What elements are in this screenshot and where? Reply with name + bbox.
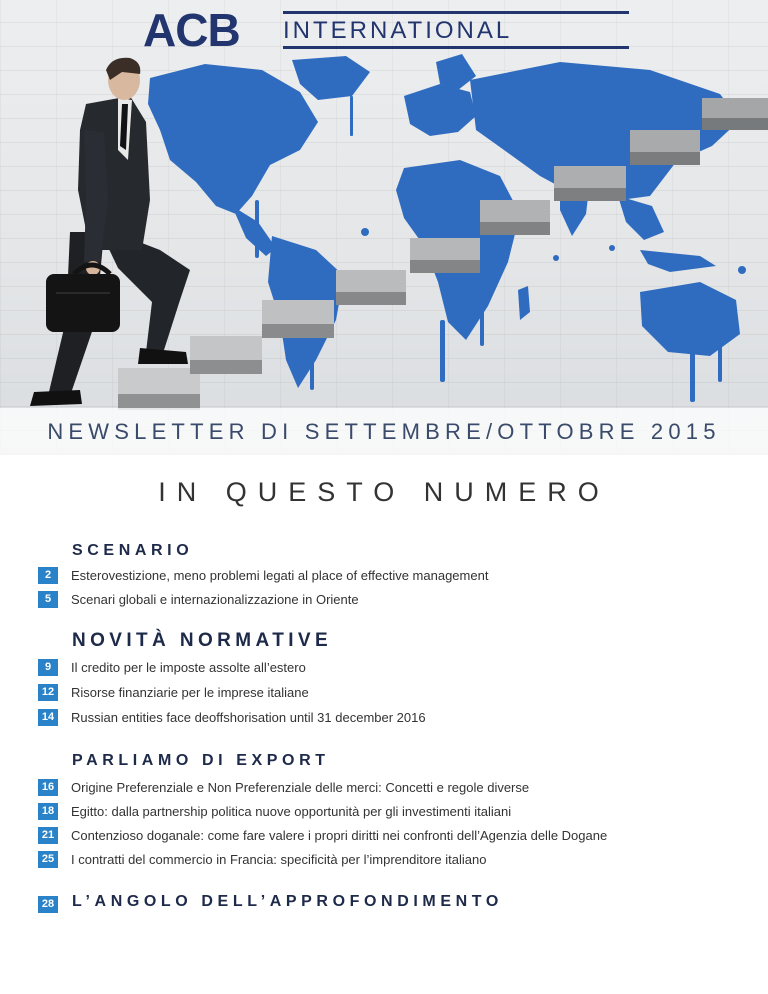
section-title-novita-normative: NOVITÀ NORMATIVE xyxy=(72,630,333,651)
toc-item[interactable] xyxy=(38,682,309,702)
toc-item[interactable] xyxy=(38,657,306,677)
toc-item[interactable] xyxy=(38,589,359,609)
toc-section-angolo[interactable] xyxy=(38,894,71,914)
toc-item[interactable] xyxy=(38,825,607,845)
toc-item-text: I contratti del commercio in Francia: specificità per l’imprenditore italiano xyxy=(71,851,487,867)
toc-item-text: Egitto: dalla partnership politica nuove opportunità per gli investimenti italiani xyxy=(71,803,512,819)
page-number-badge: 25 xyxy=(38,851,58,868)
page-number-badge: 14 xyxy=(38,709,58,726)
toc-item[interactable] xyxy=(38,565,488,585)
page-number-badge: 5 xyxy=(38,591,58,608)
logo-acb-text: ACB xyxy=(143,4,240,56)
page-number-badge: 2 xyxy=(38,567,58,584)
toc-item-text: Origine Preferenziale e Non Preferenziale delle merci: Concetti e regole diverse xyxy=(71,779,530,795)
toc-item[interactable] xyxy=(38,801,511,821)
acb-international-logo xyxy=(143,6,629,54)
toc-item[interactable] xyxy=(38,707,426,727)
hero-image xyxy=(0,0,768,455)
page-number-badge: 16 xyxy=(38,779,58,796)
toc-item-text: Contenzioso doganale: come fare valere i propri diritti nei confronti dell’Agenzia delle Dogane xyxy=(71,827,608,843)
toc-item-text: Esterovestizione, meno problemi legati al place of effective management xyxy=(71,567,489,583)
toc-heading: IN QUESTO NUMERO xyxy=(158,477,610,507)
page-number-badge: 9 xyxy=(38,659,58,676)
toc-item[interactable] xyxy=(38,777,529,797)
toc-item-text: Risorse finanziarie per le imprese italiane xyxy=(71,684,309,700)
page-number-badge: 28 xyxy=(38,896,58,913)
toc-item-text: Il credito per le imposte assolte all’estero xyxy=(71,659,306,675)
page-number-badge: 18 xyxy=(38,803,58,820)
toc-item[interactable] xyxy=(38,849,486,869)
section-title-angolo-approfondimento: L’ANGOLO DELL’APPROFONDIMENTO xyxy=(72,893,503,910)
world-map-illustration xyxy=(0,0,768,455)
logo-international-text: INTERNATIONAL xyxy=(283,17,513,44)
section-title-parliamo-di-export: PARLIAMO DI EXPORT xyxy=(72,752,330,769)
page-number-badge: 12 xyxy=(38,684,58,701)
newsletter-banner xyxy=(0,408,768,455)
logo-rule-top xyxy=(283,11,629,14)
page-number-badge: 21 xyxy=(38,827,58,844)
logo-rule-bottom xyxy=(283,46,629,49)
newsletter-title: NEWSLETTER DI SETTEMBRE/OTTOBRE 2015 xyxy=(47,419,721,444)
section-title-scenario: SCENARIO xyxy=(72,542,194,559)
toc-item-text: Scenari globali e internazionalizzazione in Oriente xyxy=(71,591,359,607)
toc-item-text: Russian entities face deoffshorisation until 31 december 2016 xyxy=(71,709,426,725)
